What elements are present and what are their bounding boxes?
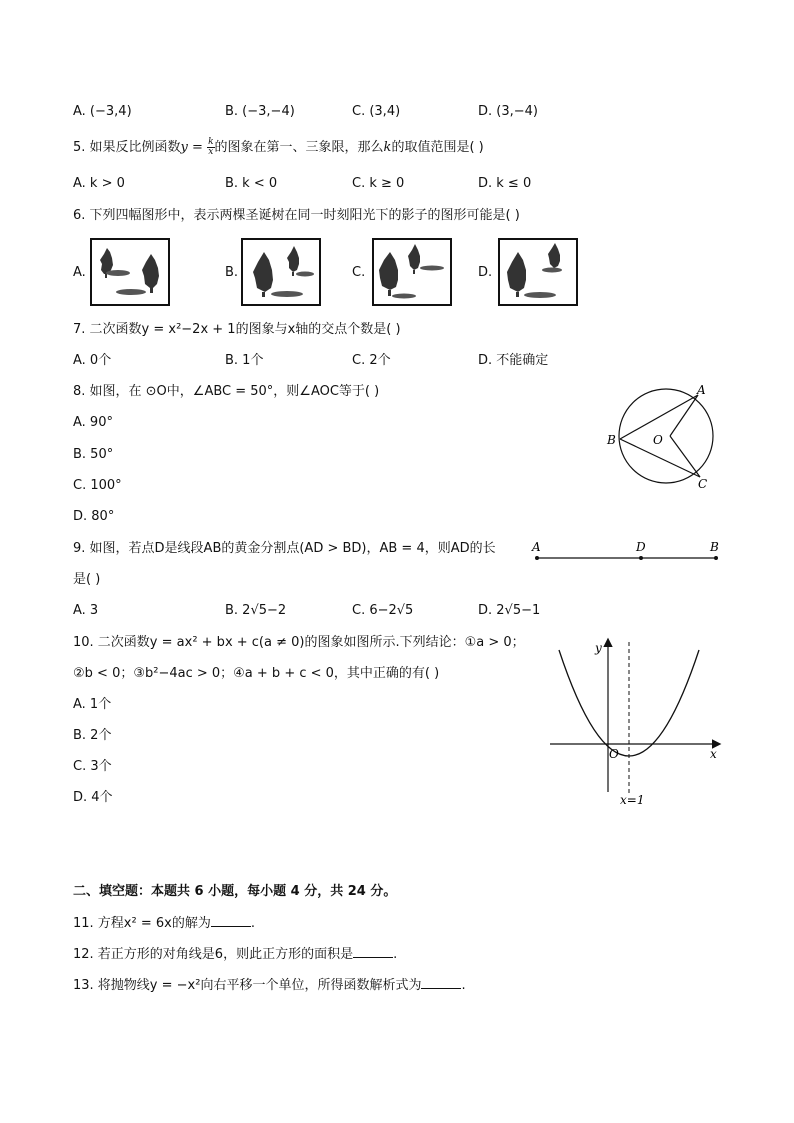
trees-shadow-d-icon xyxy=(500,240,576,304)
q5-option-b: B. k < 0 xyxy=(225,176,278,191)
q9-question-line2: 是( ) xyxy=(73,572,101,587)
q4-option-c: C. (3,4) xyxy=(352,104,401,119)
label-a: A xyxy=(532,540,541,554)
q9-option-a: A. 3 xyxy=(73,603,99,618)
q6-figure-c xyxy=(372,238,452,306)
q5-option-a: A. k > 0 xyxy=(73,176,125,191)
label-o: O xyxy=(653,433,663,447)
q9-option-b: B. 2√5−2 xyxy=(225,603,287,618)
segment-oa xyxy=(670,395,698,436)
label-x: x xyxy=(710,747,717,761)
label-b: B xyxy=(607,433,616,447)
q6-figure-d xyxy=(498,238,578,306)
q5-prefix: 5. 如果反比例函数 xyxy=(73,140,181,155)
q4-option-b: B. (−3,−4) xyxy=(225,104,295,119)
label-c: C xyxy=(698,477,708,491)
q8-option-b: B. 50° xyxy=(73,447,114,462)
point-b xyxy=(714,556,718,560)
q5-frac-den: x xyxy=(208,147,214,157)
q6-label-b: B. xyxy=(225,265,239,280)
q5-fraction xyxy=(207,138,214,157)
q10-parabola-figure xyxy=(545,632,730,812)
q11-question xyxy=(73,914,255,933)
circle-o xyxy=(619,389,713,483)
q5-frac-num: k xyxy=(208,137,214,147)
q6-figure-b xyxy=(241,238,321,306)
q13-blank[interactable] xyxy=(421,976,461,989)
q13-end: . xyxy=(461,978,466,993)
q12-blank[interactable] xyxy=(353,945,393,958)
q5-y-eq: y = xyxy=(180,140,203,155)
q4-option-d: D. (3,−4) xyxy=(478,104,538,119)
q8-circle-figure xyxy=(600,378,730,493)
q5-suffix2: 的取值范围是( ) xyxy=(391,140,484,155)
segment-oc xyxy=(670,436,700,477)
q5-option-c: C. k ≥ 0 xyxy=(352,176,405,191)
q11-end: . xyxy=(250,916,255,931)
q10-question-line2: ②b < 0；③b²−4ac > 0；④a + b + c < 0，其中正确的有( ) xyxy=(73,666,440,681)
trees-shadow-b-icon xyxy=(243,240,319,304)
q11-text: 11. 方程x² = 6x的解为 xyxy=(73,916,211,931)
q7-option-c: C. 2个 xyxy=(352,353,391,368)
q4-option-a: A. (−3,4) xyxy=(73,104,132,119)
q12-question xyxy=(73,945,397,964)
q13-question xyxy=(73,976,466,995)
q8-option-c: C. 100° xyxy=(73,478,122,493)
q12-text: 12. 若正方形的对角线是6，则此正方形的面积是 xyxy=(73,947,354,962)
q7-option-a: A. 0个 xyxy=(73,353,112,368)
q5-suffix: 的图象在第一、三象限，那么 xyxy=(214,140,384,155)
q11-blank[interactable] xyxy=(211,914,251,927)
q5-option-d: D. k ≤ 0 xyxy=(478,176,532,191)
q9-option-d: D. 2√5−1 xyxy=(478,603,541,618)
trees-shadow-a-icon xyxy=(92,240,168,304)
q9-question-line1: 9. 如图，若点D是线段AB的黄金分割点(AD > BD)，AB = 4，则AD的长 xyxy=(73,541,496,556)
q13-text: 13. 将抛物线y = −x²向右平移一个单位，所得函数解析式为 xyxy=(73,978,422,993)
label-d: D xyxy=(636,540,646,554)
label-y: y xyxy=(595,641,602,655)
q5-question xyxy=(73,138,484,157)
section2-heading: 二、填空题：本题共 6 小题，每小题 4 分，共 24 分。 xyxy=(73,884,397,899)
label-o: O xyxy=(609,747,619,761)
q7-option-d: D. 不能确定 xyxy=(478,353,549,368)
q8-option-a: A. 90° xyxy=(73,415,113,430)
q10-option-b: B. 2个 xyxy=(73,728,112,743)
q6-label-d: D. xyxy=(478,265,493,280)
label-b: B xyxy=(710,540,719,554)
q6-figure-a xyxy=(90,238,170,306)
q10-question-line1: 10. 二次函数y = ax² + bx + c(a ≠ 0)的图象如图所示.下列结论：①a > 0； xyxy=(73,635,525,650)
label-a: A xyxy=(697,383,706,397)
q7-question: 7. 二次函数y = x²−2x + 1的图象与x轴的交点个数是( ) xyxy=(73,322,401,337)
q6-question: 6. 下列四幅图形中，表示两棵圣诞树在同一时刻阳光下的影子的图形可能是( ) xyxy=(73,208,520,223)
point-a xyxy=(535,556,539,560)
q10-option-c: C. 3个 xyxy=(73,759,112,774)
q9-segment-figure xyxy=(528,536,724,568)
q6-label-a: A. xyxy=(73,265,86,280)
q10-option-d: D. 4个 xyxy=(73,790,113,805)
q9-option-c: C. 6−2√5 xyxy=(352,603,414,618)
q5-k: k xyxy=(383,140,392,155)
q12-end: . xyxy=(393,947,398,962)
point-d xyxy=(639,556,643,560)
q6-label-c: C. xyxy=(352,265,366,280)
q7-option-b: B. 1个 xyxy=(225,353,264,368)
q8-option-d: D. 80° xyxy=(73,509,115,524)
label-x-equals-1: x=1 xyxy=(620,793,645,807)
q10-option-a: A. 1个 xyxy=(73,697,112,712)
q8-question: 8. 如图，在 ⊙O中，∠ABC = 50°，则∠AOC等于( ) xyxy=(73,384,380,399)
trees-shadow-c-icon xyxy=(374,240,450,304)
